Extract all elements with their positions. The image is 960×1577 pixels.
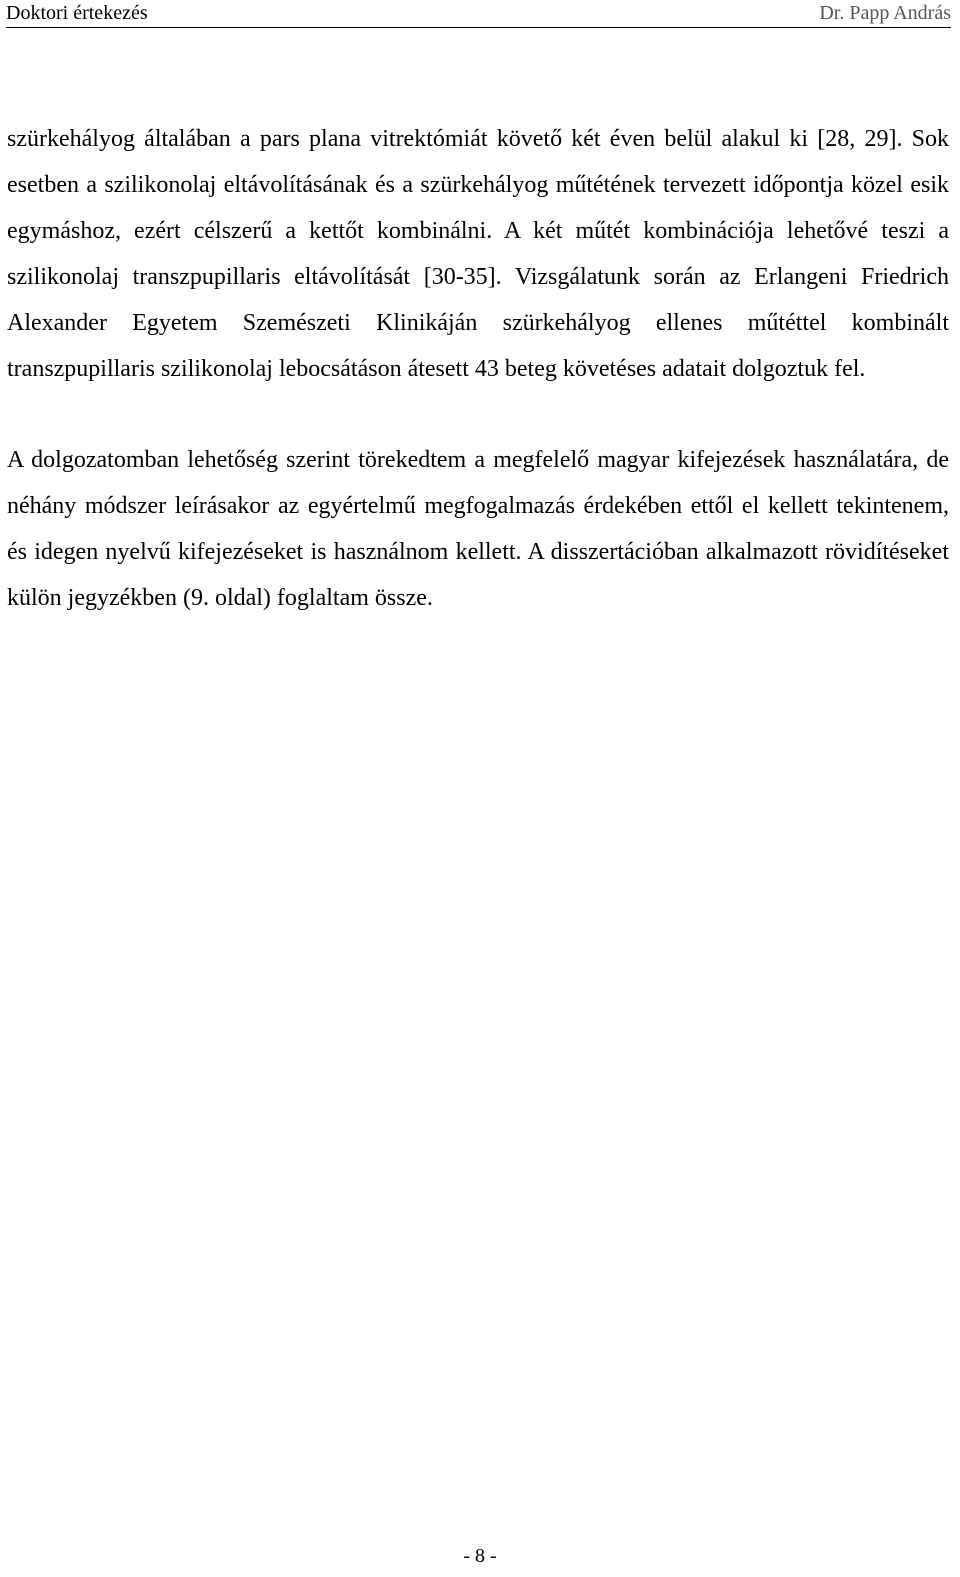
header-document-type: Doktori értekezés (6, 2, 148, 24)
page-header (6, 0, 951, 28)
paragraph-1: szürkehályog általában a pars plana vitrektómiát követő két éven belül alakul ki [28, 29]. Sok esetben a szilikonolaj eltávolításának és a szürkehályog műtétének tervezett időpontja közel esik egymáshoz, ezért célszerű a kettőt kombinálni. A két műtét kombinációja lehetővé teszi a szilikonolaj transzpupillaris eltávolítását [30-35]. Vizsgálatunk során az Erlangeni Friedrich Alexander Egyetem Szemészeti Klinikáján szürkehályog ellenes műtéttel kombinált transzpupillaris szilikonolaj lebocsátáson átesett 43 beteg követéses adatait dolgoztuk fel. (7, 126, 949, 382)
paragraph-2: A dolgozatomban lehetőség szerint törekedtem a megfelelő magyar kifejezések használatára, de néhány módszer leírásakor az egyértelmű megfogalmazás érdekében ettől el kellett tekintenem, és idegen nyelvű kifejezéseket is használnom kellett. A disszertációban alkalmazott rövidítéseket külön jegyzékben (9. oldal) foglaltam össze. (7, 447, 949, 611)
header-author: Dr. Papp András (819, 2, 951, 24)
page-number: - 8 - (463, 1545, 497, 1567)
body-text (7, 116, 949, 621)
